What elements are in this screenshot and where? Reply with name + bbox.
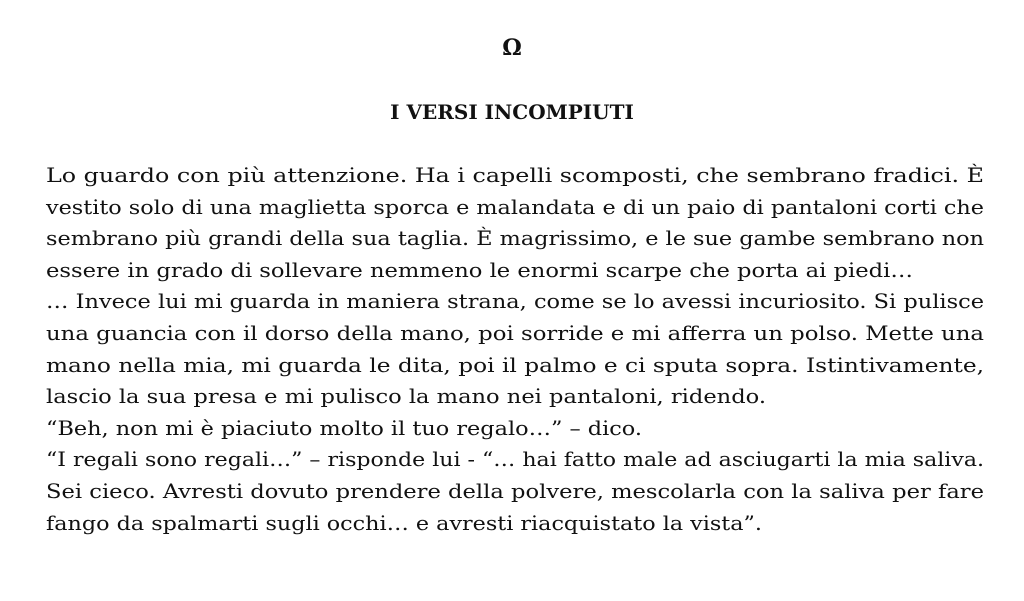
text-line: vestito solo di una maglietta sporca e malandata e di un paio di pantaloni corti che bbox=[46, 194, 984, 219]
body-text bbox=[46, 160, 984, 539]
text-line: “I regali sono regali…” – risponde lui - “… hai fatto male ad asciugarti la mia saliva. bbox=[46, 447, 984, 472]
text-line: “Beh, non mi è piaciuto molto il tuo regalo…” – dico. bbox=[46, 415, 642, 440]
text-line: una guancia con il dorso della mano, poi sorride e mi afferra un polso. Mette una bbox=[46, 320, 984, 345]
chapter-symbol: Ω bbox=[502, 35, 522, 61]
chapter-title: I VERSI INCOMPIUTI bbox=[390, 100, 634, 124]
text-line: sembrano più grandi della sua taglia. È magrissimo, e le sue gambe sembrano non bbox=[46, 226, 985, 251]
text-line: Sei cieco. Avresti dovuto prendere della polvere, mescolarla con la saliva per fare bbox=[46, 478, 984, 503]
text-line: Lo guardo con più attenzione. Ha i capelli scomposti, che sembrano fradici. È bbox=[46, 163, 985, 187]
text-line: essere in grado di sollevare nemmeno le enormi scarpe che porta ai piedi… bbox=[46, 257, 914, 282]
text-line: mano nella mia, mi guarda le dita, poi il palmo e ci sputa sopra. Istintivamente, bbox=[46, 352, 985, 377]
text-line: lascio la sua presa e mi pulisco la mano nei pantaloni, ridendo. bbox=[46, 384, 766, 409]
text-line: … Invece lui mi guarda in maniera strana, come se lo avessi incuriosito. Si pulisce bbox=[46, 289, 985, 314]
text-line: fango da spalmarti sugli occhi… e avresti riacquistato la vista”. bbox=[46, 510, 762, 535]
